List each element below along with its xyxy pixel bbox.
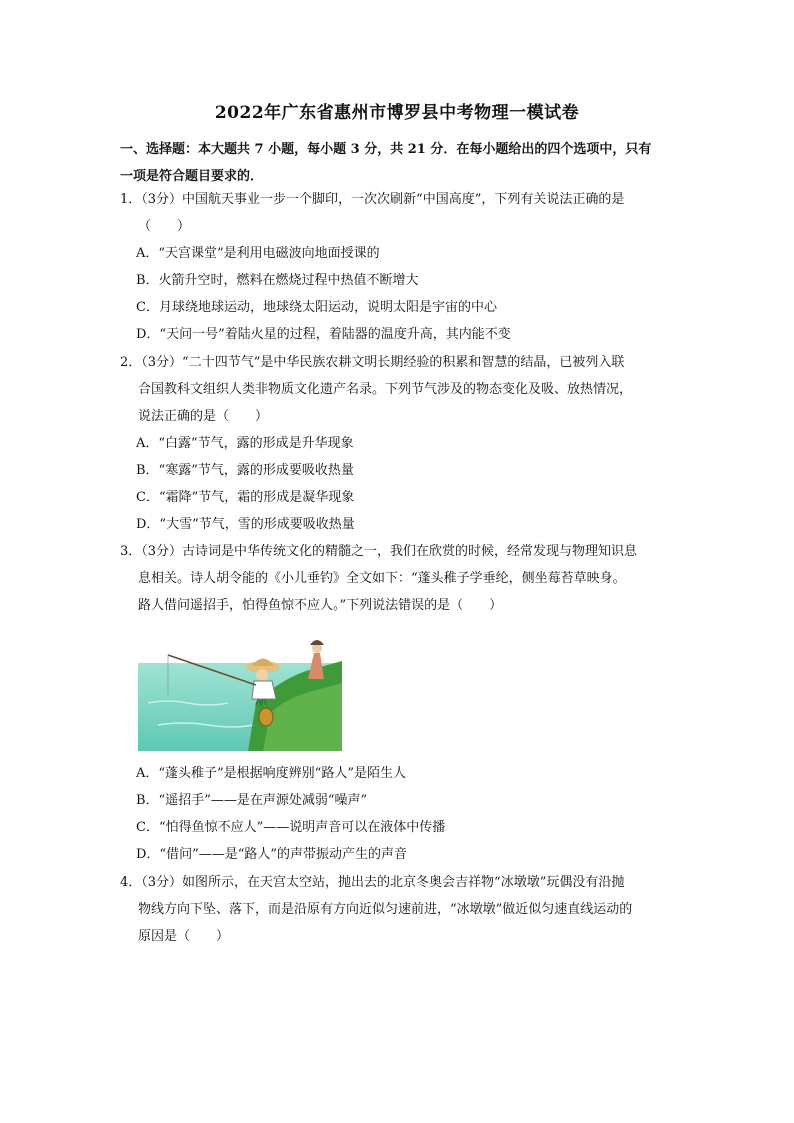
question-2-stem-line-3: 说法正确的是（ ） xyxy=(138,409,269,424)
section-heading-line-1: 一、选择题：本大题共 7 小题，每小题 3 分，共 21 分．在每小题给出的四个选项中，只有 xyxy=(120,142,652,157)
question-3-option-b[interactable]: B．“遥招手”——是在声源处减弱“噪声” xyxy=(136,793,368,808)
question-1 xyxy=(120,186,680,348)
question-1-option-c[interactable]: C．月球绕地球运动，地球绕太阳运动，说明太阳是宇宙的中心 xyxy=(136,300,497,315)
question-3-option-a[interactable]: A．“蓬头稚子”是根据响度辨别“路人”是陌生人 xyxy=(136,766,406,781)
fishing-boy-illustration xyxy=(138,633,342,751)
question-3-option-d[interactable]: D．“借问”——是“路人”的声带振动产生的声音 xyxy=(136,847,408,862)
section-heading xyxy=(120,136,680,190)
question-3-stem-line-2: 息相关。诗人胡令能的《小儿垂钓》全文如下：“蓬头稚子学垂纶，侧坐莓苔草映身。 xyxy=(138,571,626,586)
question-4-stem-line-1: 4．（3分）如图所示，在天宫太空站，抛出去的北京冬奥会吉祥物“冰墩墩”玩偶没有沿抛 xyxy=(120,875,625,890)
boy-body xyxy=(252,681,276,699)
passerby-hat xyxy=(310,640,324,645)
question-3-option-c[interactable]: C．“怕得鱼惊不应人”——说明声音可以在液体中传播 xyxy=(136,820,446,835)
question-1-stem-line-2: （ ） xyxy=(138,219,191,234)
question-1-option-a[interactable]: A．“天宫课堂”是利用电磁波向地面授课的 xyxy=(136,246,380,261)
question-2 xyxy=(120,349,680,538)
question-2-option-b[interactable]: B．“寒露”节气，露的形成要吸收热量 xyxy=(136,463,354,478)
question-3-options xyxy=(120,760,680,868)
question-4-stem-line-2: 物线方向下坠、落下，而是沿原有方向近似匀速前进，“冰墩墩”做近似匀速直线运动的 xyxy=(138,902,633,917)
question-2-stem-line-1: 2．（3分）“二十四节气”是中华民族农耕文明长期经验的积累和智慧的结晶，已被列入联 xyxy=(120,355,625,370)
fishing-boy-image xyxy=(138,633,342,751)
question-1-option-b[interactable]: B．火箭升空时，燃料在燃烧过程中热值不断增大 xyxy=(136,273,419,288)
section-heading-line-2: 一项是符合题目要求的． xyxy=(120,169,264,184)
question-4-stem-line-3: 原因是（ ） xyxy=(138,929,230,944)
question-2-stem-line-2: 合国教科文组织人类非物质文化遗产名录。下列节气涉及的物态变化及吸、放热情况， xyxy=(138,382,633,397)
question-3 xyxy=(120,538,680,619)
question-3-stem-line-1: 3．（3分）古诗词是中华传统文化的精髓之一，我们在欣赏的时候，经常发现与物理知识息 xyxy=(120,544,638,559)
question-2-option-d[interactable]: D．“大雪”节气，雪的形成要吸收热量 xyxy=(136,517,355,532)
question-1-option-d[interactable]: D．“天问一号”着陆火星的过程，着陆器的温度升高，其内能不变 xyxy=(136,327,511,342)
question-2-option-c[interactable]: C．“霜降”节气，霜的形成是凝华现象 xyxy=(136,490,355,505)
boy-head xyxy=(256,669,268,681)
question-2-option-a[interactable]: A．“白露”节气，露的形成是升华现象 xyxy=(136,436,354,451)
page-title: 2022年广东省惠州市博罗县中考物理一模试卷 xyxy=(214,103,580,123)
question-4 xyxy=(120,869,680,950)
fish-basket xyxy=(259,708,273,726)
question-1-stem-line-1: 1．（3分）中国航天事业一步一个脚印，一次次刷新“中国高度”，下列有关说法正确的是 xyxy=(120,192,625,207)
question-3-stem-line-3: 路人借问遥招手，怕得鱼惊不应人。”下列说法错误的是（ ） xyxy=(138,598,503,613)
boy-hat-crown xyxy=(252,659,274,667)
